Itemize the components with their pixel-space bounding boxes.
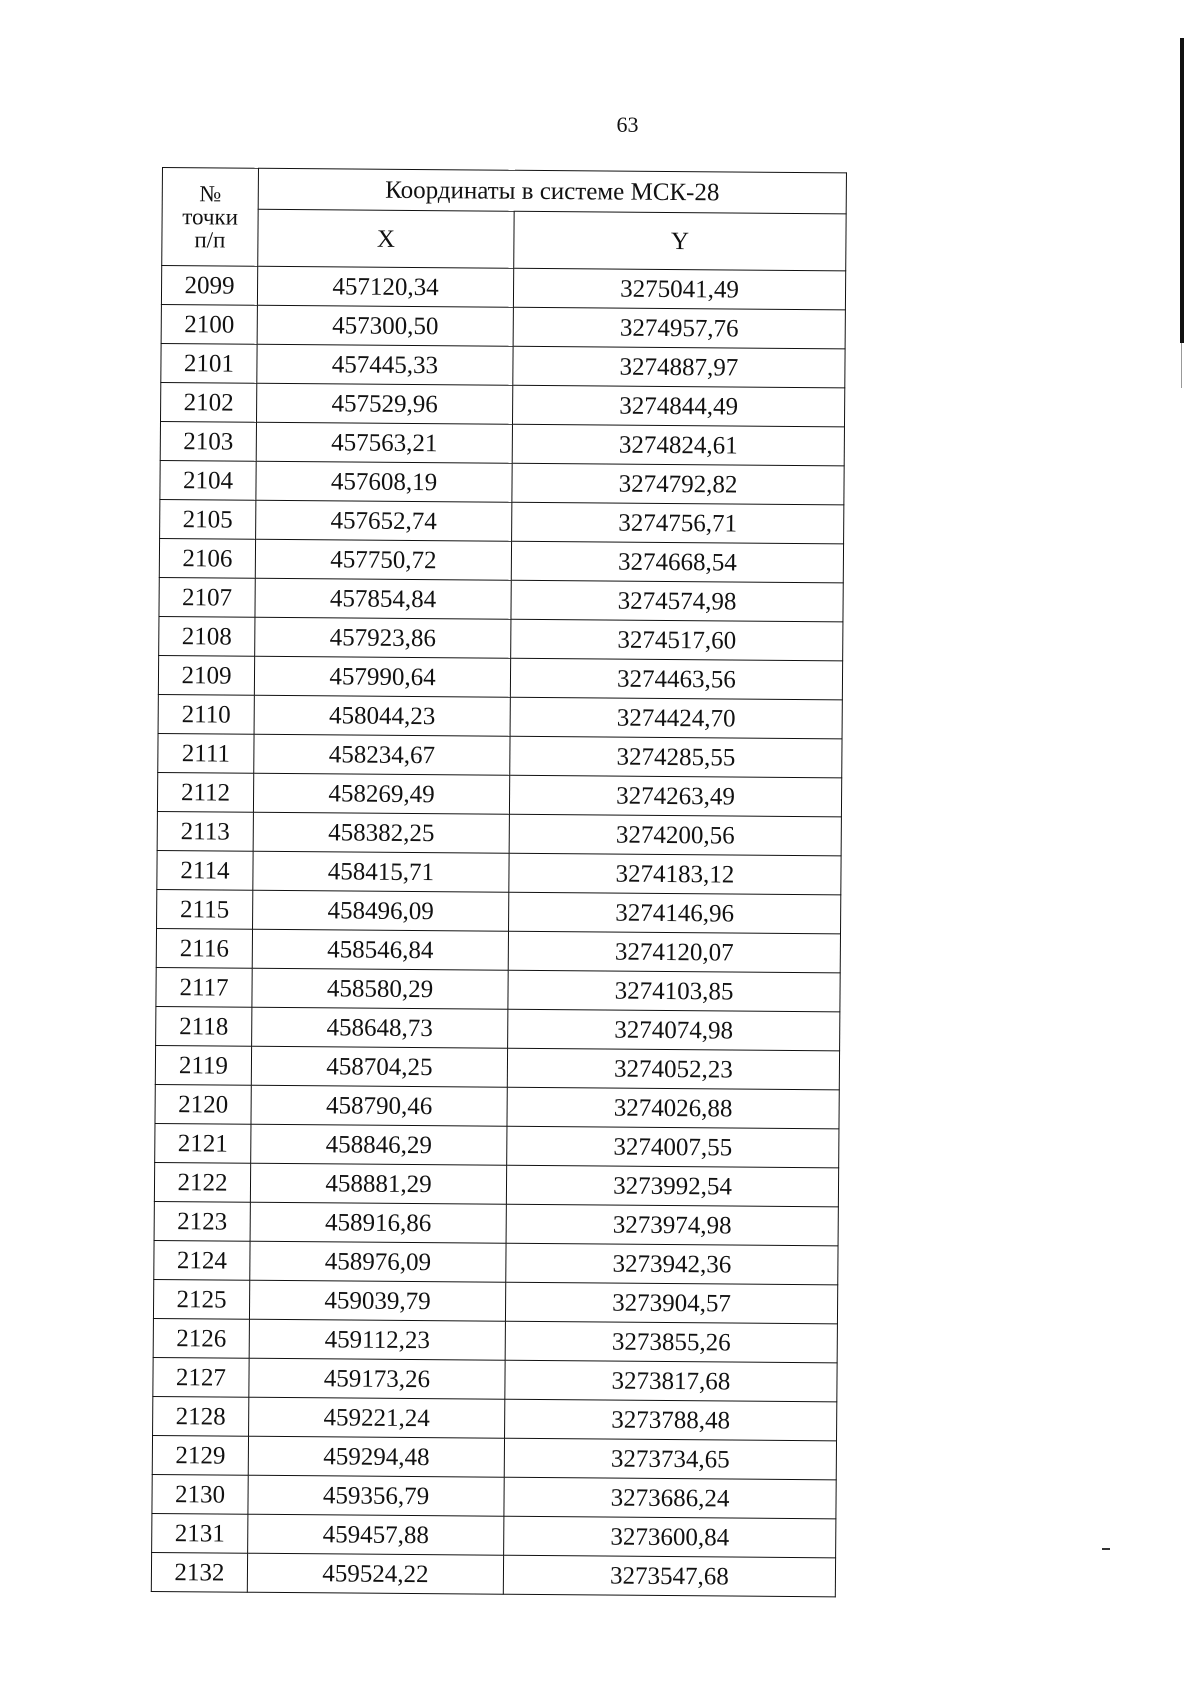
point-number-cell: 2109: [158, 655, 254, 695]
point-number-cell: 2106: [159, 538, 255, 578]
point-number-cell: 2111: [158, 733, 254, 773]
table-row: [155, 1045, 839, 1089]
x-coordinate-cell: 457608,19: [256, 461, 512, 502]
x-coordinate-cell: 458881,29: [250, 1163, 506, 1204]
x-coordinate-cell: 457300,50: [257, 305, 513, 346]
y-coordinate-cell: 3274824,61: [512, 424, 844, 466]
table-row: [153, 1279, 837, 1323]
point-number-header-line3: п/п: [194, 227, 226, 253]
y-coordinate-cell: 3274120,07: [508, 931, 840, 973]
y-coordinate-cell: 3274263,49: [509, 775, 841, 817]
table-row: [158, 655, 842, 699]
point-number-header-line2: точки: [182, 204, 239, 230]
point-number-cell: 2115: [157, 889, 253, 929]
y-coordinate-cell: 3274103,85: [508, 970, 840, 1012]
point-number-cell: 2112: [157, 772, 253, 812]
y-coordinate-cell: 3274285,55: [510, 736, 842, 778]
table-row: [157, 811, 841, 855]
scan-speck: [1102, 1548, 1110, 1550]
y-coordinate-cell: 3274887,97: [513, 346, 845, 388]
point-number-cell: 2126: [153, 1318, 249, 1358]
y-coordinate-cell: 3274792,82: [512, 463, 844, 505]
x-coordinate-cell: 458580,29: [252, 968, 508, 1009]
point-number-cell: 2108: [159, 616, 255, 656]
x-coordinate-cell: 457529,96: [256, 383, 512, 424]
table-row: [161, 266, 845, 310]
y-coordinate-cell: 3274574,98: [511, 580, 843, 622]
table-row: [161, 382, 845, 426]
point-number-cell: 2103: [160, 421, 256, 461]
x-coordinate-cell: 457990,64: [254, 656, 510, 697]
y-coordinate-cell: 3273992,54: [506, 1165, 838, 1207]
point-number-cell: 2101: [161, 343, 257, 383]
table-row: [160, 499, 844, 543]
x-coordinate-cell: 458846,29: [251, 1124, 507, 1165]
y-coordinate-cell: 3274074,98: [508, 1009, 840, 1051]
x-column-header: X: [258, 209, 514, 268]
y-coordinate-cell: 3274026,88: [507, 1087, 839, 1129]
page-number: 63: [616, 112, 639, 137]
y-coordinate-cell: 3274844,49: [512, 385, 844, 427]
y-coordinate-cell: 3273734,65: [504, 1438, 836, 1480]
x-coordinate-cell: 458496,09: [253, 890, 509, 931]
x-coordinate-cell: 458234,67: [254, 734, 510, 775]
point-number-cell: 2127: [153, 1357, 249, 1397]
table-row: [161, 343, 845, 387]
point-number-cell: 2099: [161, 266, 257, 306]
point-number-cell: 2104: [160, 460, 256, 500]
point-number-cell: 2121: [155, 1123, 251, 1163]
y-coordinate-cell: 3275041,49: [513, 268, 845, 310]
table-row: [152, 1474, 836, 1518]
point-number-cell: 2114: [157, 850, 253, 890]
point-number-cell: 2105: [160, 499, 256, 539]
table-row: [157, 850, 841, 894]
y-coordinate-cell: 3274957,76: [513, 307, 845, 349]
table-row: [157, 772, 841, 816]
x-coordinate-cell: 459221,24: [249, 1397, 505, 1438]
table-row: [154, 1162, 838, 1206]
x-coordinate-cell: 458546,84: [252, 929, 508, 970]
y-coordinate-cell: 3274200,56: [509, 814, 841, 856]
x-coordinate-cell: 458704,25: [251, 1046, 507, 1087]
point-number-cell: 2100: [161, 304, 257, 344]
table-row: [157, 889, 841, 933]
x-coordinate-cell: 457120,34: [257, 266, 513, 307]
table-header: [162, 168, 847, 271]
table-row: [152, 1513, 836, 1557]
table-row: [153, 1318, 837, 1362]
point-number-cell: 2102: [161, 382, 257, 422]
point-number-cell: 2122: [154, 1162, 250, 1202]
y-coordinate-cell: 3274007,55: [507, 1126, 839, 1168]
x-coordinate-cell: 458790,46: [251, 1085, 507, 1126]
table-row: [155, 1084, 839, 1128]
y-coordinate-cell: 3274424,70: [510, 697, 842, 739]
y-coordinate-cell: 3273817,68: [505, 1360, 837, 1402]
point-number-cell: 2132: [151, 1552, 247, 1592]
x-coordinate-cell: 458976,09: [250, 1241, 506, 1282]
y-coordinate-cell: 3273942,36: [506, 1243, 838, 1285]
table-row: [156, 928, 840, 972]
point-number-cell: 2131: [152, 1513, 248, 1553]
table-row: [160, 460, 844, 504]
point-number-cell: 2116: [156, 928, 252, 968]
x-coordinate-cell: 458415,71: [253, 851, 509, 892]
table-row: [155, 1123, 839, 1167]
x-coordinate-cell: 457445,33: [257, 344, 513, 385]
x-coordinate-cell: 457750,72: [255, 539, 511, 580]
x-coordinate-cell: 458382,25: [253, 812, 509, 853]
table-row: [152, 1435, 836, 1479]
scan-edge-line-faint: [1181, 343, 1182, 388]
x-coordinate-cell: 457854,84: [255, 578, 511, 619]
y-column-header: Y: [514, 211, 846, 271]
x-coordinate-cell: 459457,88: [248, 1514, 504, 1555]
x-coordinate-cell: 458648,73: [252, 1007, 508, 1048]
x-coordinate-cell: 459112,23: [249, 1319, 505, 1360]
point-number-cell: 2130: [152, 1474, 248, 1514]
point-number-cell: 2129: [152, 1435, 248, 1475]
x-coordinate-cell: 457563,21: [256, 422, 512, 463]
y-coordinate-cell: 3274146,96: [509, 892, 841, 934]
x-coordinate-cell: 459173,26: [249, 1358, 505, 1399]
x-coordinate-cell: 457923,86: [255, 617, 511, 658]
table-row: [159, 577, 843, 621]
table-row: [151, 1552, 835, 1596]
y-coordinate-cell: 3273974,98: [506, 1204, 838, 1246]
point-number-header: [162, 168, 259, 267]
x-coordinate-cell: 459039,79: [249, 1280, 505, 1321]
y-coordinate-cell: 3274463,56: [510, 658, 842, 700]
y-coordinate-cell: 3273904,57: [505, 1282, 837, 1324]
x-coordinate-cell: 458044,23: [254, 695, 510, 736]
point-number-cell: 2125: [153, 1279, 249, 1319]
coordinates-group-header: Координаты в системе МСК-28: [258, 168, 846, 214]
table-row: [156, 967, 840, 1011]
y-coordinate-cell: 3274052,23: [507, 1048, 839, 1090]
x-coordinate-cell: 458269,49: [253, 773, 509, 814]
point-number-cell: 2124: [154, 1240, 250, 1280]
y-coordinate-cell: 3273547,68: [503, 1555, 835, 1597]
y-coordinate-cell: 3274756,71: [512, 502, 844, 544]
table-row: [158, 694, 842, 738]
point-number-cell: 2107: [159, 577, 255, 617]
x-coordinate-cell: 459524,22: [247, 1553, 503, 1594]
point-number-cell: 2110: [158, 694, 254, 734]
point-number-cell: 2120: [155, 1084, 251, 1124]
point-number-cell: 2117: [156, 967, 252, 1007]
y-coordinate-cell: 3273855,26: [505, 1321, 837, 1363]
table-row: [156, 1006, 840, 1050]
table-row: [158, 733, 842, 777]
x-coordinate-cell: 457652,74: [256, 500, 512, 541]
point-number-cell: 2123: [154, 1201, 250, 1241]
table-row: [154, 1201, 838, 1245]
table-body: [151, 266, 845, 1597]
x-coordinate-cell: 458916,86: [250, 1202, 506, 1243]
point-number-cell: 2118: [156, 1006, 252, 1046]
y-coordinate-cell: 3274183,12: [509, 853, 841, 895]
x-coordinate-cell: 459356,79: [248, 1475, 504, 1516]
table-row: [159, 538, 843, 582]
y-coordinate-cell: 3273600,84: [504, 1516, 836, 1558]
point-number-cell: 2113: [157, 811, 253, 851]
scan-edge-line: [1180, 38, 1184, 343]
y-coordinate-cell: 3273788,48: [505, 1399, 837, 1441]
coordinates-table: [151, 167, 847, 1597]
point-number-cell: 2119: [155, 1045, 251, 1085]
point-number-cell: 2128: [153, 1396, 249, 1436]
table-row: [153, 1357, 837, 1401]
y-coordinate-cell: 3274517,60: [511, 619, 843, 661]
table-row: [153, 1396, 837, 1440]
y-coordinate-cell: 3273686,24: [504, 1477, 836, 1519]
x-coordinate-cell: 459294,48: [248, 1436, 504, 1477]
table-row: [159, 616, 843, 660]
table-row: [160, 421, 844, 465]
y-coordinate-cell: 3274668,54: [511, 541, 843, 583]
point-number-header-sign: №: [199, 181, 222, 207]
table-row: [154, 1240, 838, 1284]
table-row: [161, 304, 845, 348]
